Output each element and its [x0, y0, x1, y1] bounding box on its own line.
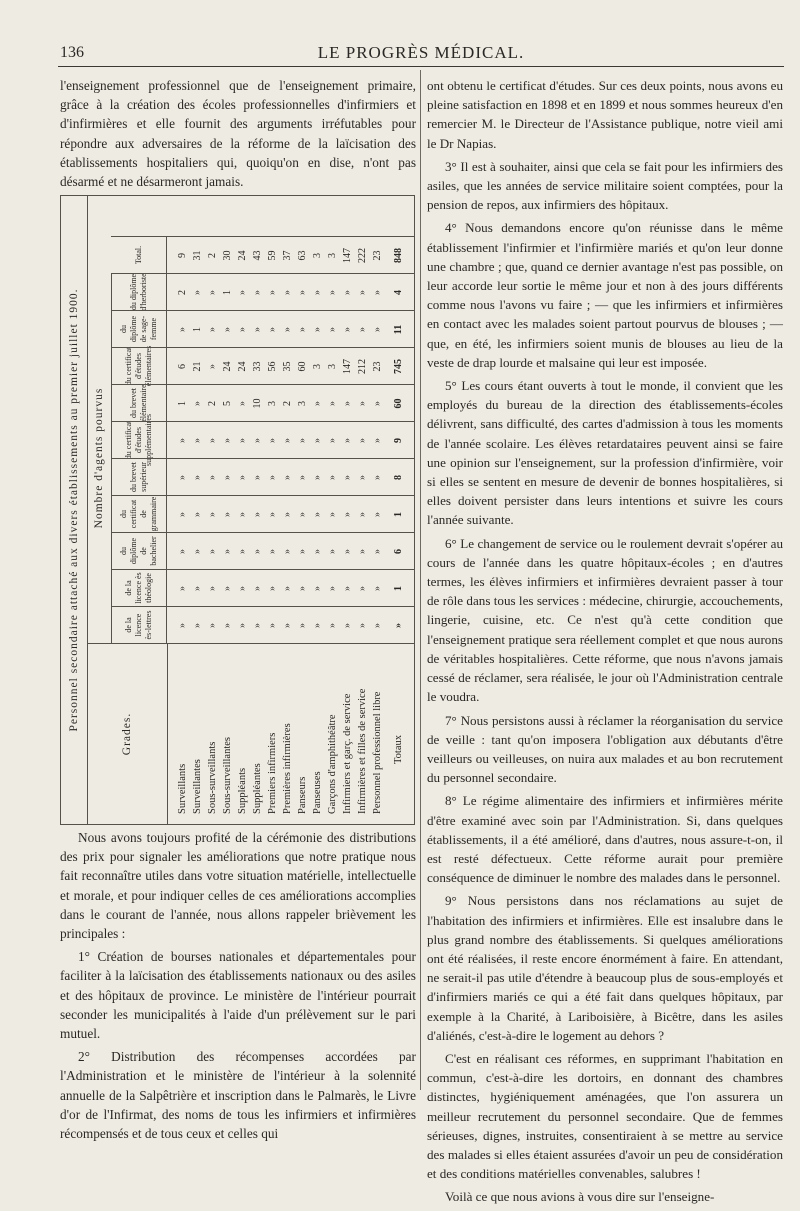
total-cell: 60 [393, 398, 404, 409]
paragraph: 6° Le changement de service ou le roulement devrait s'opérer au cours de l'année dans les quatre hôpitaux-écoles ; en d'autres termes, les élèves infirmiers et infirmières devraient passer à tour de rôle dans tous les services : médecine, chirurgie, accouchements, lingerie, cuisine, etc. Ce n'est qu'à cette condition que l'enseignement pratique sera réellement complet et que nous aurons de véritables hospitalières. Cette réforme, que nous n'avons jamais cessé de réclamer, sera réalisée, le jour où l'Administration centrale le voudra. [427, 535, 783, 705]
column-rule [111, 273, 414, 274]
table-cell: 21 [192, 361, 203, 372]
table-cell: » [312, 327, 323, 332]
table-cell: » [177, 438, 188, 443]
table-cell: » [252, 475, 263, 480]
table-cell: » [297, 512, 308, 517]
table-cell: » [252, 438, 263, 443]
table-cell: » [372, 475, 383, 480]
column-header: du diplôme d'herboriste [111, 274, 167, 311]
table-cell: » [237, 512, 248, 517]
table-cell: 35 [282, 361, 293, 372]
table-cell: » [222, 475, 233, 480]
table-cell: » [192, 438, 203, 443]
table-cell: » [312, 586, 323, 591]
column-header: du diplôme de sage-femme [111, 311, 167, 348]
table-cell: » [342, 327, 353, 332]
table-cell: » [237, 549, 248, 554]
table-cell: » [237, 327, 248, 332]
table-cell: 63 [297, 250, 308, 261]
table-cell: » [312, 512, 323, 517]
table-cell: 2 [177, 290, 188, 295]
table-cell: » [312, 623, 323, 628]
table-cell: » [297, 623, 308, 628]
statistics-table-wrapper [60, 195, 415, 825]
paragraph: Nous avons toujours profité de la cérémonie des distributions des prix pour signaler les améliorations que notre pratique nous fait reconnaître utiles dans votre situation matérielle, intellectuelle et morale, et pour indiquer celles de ces améliorations accomplies dans le courant de l'année, nous allons rappeler brièvement les principales : [60, 830, 416, 942]
table-cell: » [372, 623, 383, 628]
table-cell: 23 [372, 250, 383, 261]
table-cell: 222 [357, 248, 368, 263]
table-cell: » [252, 512, 263, 517]
table-cell: 2 [282, 401, 293, 406]
table-cell: » [207, 586, 218, 591]
column-rule [111, 310, 414, 311]
table-cell: » [342, 512, 353, 517]
column-rule [111, 347, 414, 348]
table-cell: » [207, 549, 218, 554]
table-cell: 3 [327, 253, 338, 258]
table-cell: 5 [222, 401, 233, 406]
table-cell: » [372, 401, 383, 406]
table-cell: 24 [237, 250, 248, 261]
table-cell: » [372, 438, 383, 443]
table-cell: » [192, 512, 203, 517]
table-cell: » [282, 290, 293, 295]
column-header: du diplôme de bachelier [111, 533, 167, 570]
total-cell: 4 [393, 290, 404, 295]
table-cell: » [282, 475, 293, 480]
table-cell: » [372, 512, 383, 517]
column-divider [420, 70, 421, 1090]
table-cell: » [312, 290, 323, 295]
table-cell: 3 [327, 364, 338, 369]
table-cell: » [372, 549, 383, 554]
grade-label: Infirmières et filles de service [357, 688, 368, 814]
table-cell: » [312, 475, 323, 480]
grade-label: Panseurs [297, 776, 308, 814]
table-cell: » [327, 586, 338, 591]
table-cell: » [357, 549, 368, 554]
column-header: de la licence ès-lettres [111, 607, 167, 644]
table-cell: » [237, 623, 248, 628]
table-cell: » [342, 549, 353, 554]
table-cell: » [252, 290, 263, 295]
table-cell: » [282, 438, 293, 443]
column-rule [111, 643, 414, 644]
table-cell: » [192, 475, 203, 480]
table-cell: » [177, 586, 188, 591]
total-cell: » [393, 623, 404, 628]
table-cell: » [222, 327, 233, 332]
table-cell: » [297, 586, 308, 591]
paragraph: 8° Le régime alimentaire des infirmiers et infirmières mérite d'être examiné avec soin par l'Administration. Si, dans quelques établissements, il a été amélioré, dans d'autres, nous assure-t-on, il est resté défectueux. Cette réforme aurait pour première conséquence de diminuer le nombre des malades dans le personnel. [427, 793, 783, 886]
column-rule [111, 532, 414, 533]
grade-label: Sous-surveillantes [222, 737, 233, 814]
table-cell: » [267, 438, 278, 443]
table-cell: » [372, 327, 383, 332]
table-cell: » [357, 290, 368, 295]
paragraph: 1° Création de bourses nationales et départementales pour faciliter à la laïcisation des établissements nationaux ou des asiles et des hôpitaux de province. Le ministère de l'intérieur pourrait seconder les municipalités à l'aide d'un prélèvement sur le pari mutuel. [60, 949, 416, 1042]
column-rule [111, 606, 414, 607]
table-cell: 60 [297, 361, 308, 372]
table-cell: » [252, 623, 263, 628]
table-cell: » [342, 438, 353, 443]
grade-label: Sous-surveillants [207, 741, 218, 814]
table-cell: » [177, 327, 188, 332]
table-cell: » [207, 512, 218, 517]
grades-header: Grades. [87, 644, 168, 824]
table-cell: » [237, 586, 248, 591]
table-cell: » [327, 401, 338, 406]
table-cell: » [282, 623, 293, 628]
total-cell: 848 [393, 248, 404, 263]
table-cell: » [267, 549, 278, 554]
table-title: Personnel secondaire attaché aux divers établissements au premier juillet 1900. [61, 196, 88, 824]
table-cell: » [177, 549, 188, 554]
paragraph: 7° Nous persistons aussi à réclamer la réorganisation du service de veille : tant qu'on imposera l'obligation aux débutants d'être veilleurs ou veilleuses, on nuira aux malades et au bon recrutement du personnel secondaire. [427, 712, 783, 786]
table-cell: » [177, 475, 188, 480]
total-cell: 11 [393, 324, 404, 335]
table-cell: » [267, 475, 278, 480]
total-cell: 1 [393, 512, 404, 517]
table-cell: 43 [252, 250, 263, 261]
table-cell: 147 [342, 248, 353, 263]
table-cell: » [282, 327, 293, 332]
table-cell: » [327, 475, 338, 480]
column-rule [111, 236, 414, 237]
column-header: du brevet élémentaire [111, 385, 167, 422]
grade-label: Personnel professionnel libre [372, 691, 383, 814]
table-cell: » [357, 512, 368, 517]
table-cell: » [327, 623, 338, 628]
table-cell: » [267, 586, 278, 591]
table-cell: » [222, 438, 233, 443]
left-column-bottom [60, 828, 416, 1147]
table-cell: » [312, 549, 323, 554]
table-cell: » [342, 290, 353, 295]
table-cell: » [357, 327, 368, 332]
column-header: du certificat d'études élémentaires [111, 348, 167, 385]
column-header: de la licence ès théologie [111, 570, 167, 607]
table-cell: 3 [297, 401, 308, 406]
page-number: 136 [60, 44, 84, 61]
table-cell: 33 [252, 361, 263, 372]
total-cell: 1 [393, 586, 404, 591]
table-cell: » [312, 401, 323, 406]
table-cell: » [237, 438, 248, 443]
table-cell: » [207, 327, 218, 332]
table-cell: » [237, 475, 248, 480]
paragraph: ont obtenu le certificat d'études. Sur ces deux points, nous avons eu pleine satisfaction en 1898 et en 1899 et nous sommes heureux d'en remercier M. le Directeur de l'Assistance publique, notre vieil ami le Dr Napias. [427, 78, 783, 151]
table-cell: » [372, 586, 383, 591]
table-cell: » [357, 475, 368, 480]
table-cell: » [192, 549, 203, 554]
table-cell: » [357, 438, 368, 443]
table-cell: 2 [207, 401, 218, 406]
table-cell: » [267, 623, 278, 628]
grade-label: Premières infirmières [282, 723, 293, 814]
table-cell: » [327, 438, 338, 443]
table-cell: » [207, 623, 218, 628]
table-cell: » [207, 475, 218, 480]
grade-label: Suppléants [237, 767, 248, 814]
paragraph: C'est en réalisant ces réformes, en supprimant l'habitation en commun, c'est-à-dire les dortoirs, en donnant des chambres distinctes, hygiéniquement aménagées, que l'on assurera un meilleur recrutement du personnel secondaire. Que de femmes sérieuses, dignes, instruites, consentiraient à se mettre au service des malades si elles étaient assurées d'avoir un peu de considération et des conditions matérielles convenables, salubres ! [427, 1050, 783, 1182]
table-cell: » [267, 290, 278, 295]
table-cell: » [342, 475, 353, 480]
table-cell: 37 [282, 250, 293, 261]
table-cell: » [342, 623, 353, 628]
table-cell: » [237, 401, 248, 406]
paragraph: 2° Distribution des récompenses accordées par l'Administration et le ministère de l'intérieur à la solennité annuelle de la Salpêtrière et inscription dans le Palmarès, le Livre d'or de l'Infirmat, des noms de tous les infirmiers et infirmières récompensés et de tous ceux et celles qui [60, 1049, 416, 1142]
table-cell: 3 [312, 364, 323, 369]
column-header: du brevet supérieur [111, 459, 167, 496]
table-cell: » [192, 586, 203, 591]
table-cell: 3 [312, 253, 323, 258]
table-cell: » [372, 290, 383, 295]
grade-label: Infirmiers et garç. de service [342, 693, 353, 814]
table-cell: 212 [357, 359, 368, 374]
table-cell: 59 [267, 250, 278, 261]
paragraph: 4° Nous demandons encore qu'on réunisse dans le même établissement l'infirmier et l'infirmière mariés et qu'on leur donne une chambre ; que, quand ce dernier avantage n'est pas possible, on leur accorde leur sortie le même jour et non à des jours différents comme nous l'avons vu faire ; — que les infirmiers et infirmières en contact avec les malades soient partout pourvus de blouses ; — que, en été, les infirmiers soient munis de blouses au lieu de la veste de drap lourde et malsaine qui leur est imposée. [427, 220, 783, 370]
table-cell: 56 [267, 361, 278, 372]
table-cell: » [312, 438, 323, 443]
table-cell: » [177, 623, 188, 628]
table-cell: » [357, 401, 368, 406]
table-cell: 9 [177, 253, 188, 258]
grade-label: Suppléantes [252, 763, 263, 814]
table-cell: » [192, 623, 203, 628]
table-cell: 10 [252, 398, 263, 409]
table-cell: » [297, 475, 308, 480]
paragraph: Voilà ce que nous avions à vous dire sur l'enseigne- [445, 1189, 715, 1205]
total-cell: 745 [393, 359, 404, 374]
table-cell: 147 [342, 359, 353, 374]
table-cell: » [222, 549, 233, 554]
table-cell: » [282, 586, 293, 591]
table-cell: » [192, 401, 203, 406]
paragraph: l'enseignement professionnel que de l'enseignement primaire, grâce à la création des écoles professionnelles d'infirmiers et d'infirmières et elle fournit des arguments irréfutables pour répondre aux adversaires de la réforme de la laïcisation des établissements hospitaliers qui, quoiqu'on en dise, n'ont pas désarmé et ne désarmeront jamais. [60, 78, 416, 190]
column-rule [111, 458, 414, 459]
total-cell: 6 [393, 549, 404, 554]
column-rule [111, 569, 414, 570]
table-cell: » [207, 364, 218, 369]
table-cell: 31 [192, 250, 203, 261]
table-cell: » [252, 327, 263, 332]
table-cell: 23 [372, 361, 383, 372]
table-cell: » [282, 512, 293, 517]
table-cell: » [222, 512, 233, 517]
grade-label: Panseuses [312, 771, 323, 814]
column-header: du certificat d'études supplémentaires [111, 422, 167, 459]
running-header [58, 42, 784, 67]
table-cell: » [327, 549, 338, 554]
table-cell: » [357, 586, 368, 591]
table-cell: » [297, 290, 308, 295]
table-cell: 24 [237, 361, 248, 372]
table-cell: 30 [222, 250, 233, 261]
table-cell: » [222, 586, 233, 591]
table-cell: » [237, 290, 248, 295]
table-cell: » [297, 327, 308, 332]
column-header: du certificat de grammaire [111, 496, 167, 533]
statistics-table [60, 195, 415, 825]
table-cell: 6 [177, 364, 188, 369]
table-cell: 2 [207, 253, 218, 258]
total-cell: 8 [393, 475, 404, 480]
right-column [427, 76, 783, 1211]
table-cell: » [207, 438, 218, 443]
table-cell: 1 [222, 290, 233, 295]
journal-title: LE PROGRÈS MÉDICAL. [317, 43, 525, 62]
grade-label: Premiers infirmiers [267, 732, 278, 814]
table-cell: 1 [177, 401, 188, 406]
grade-label: Garçons d'amphithéâtre [327, 714, 338, 814]
table-cell: » [267, 327, 278, 332]
table-cell: 1 [192, 327, 203, 332]
totals-label: Totaux [393, 734, 404, 764]
total-cell: 9 [393, 438, 404, 443]
paragraph: 9° Nous persistons dans nos réclamations au sujet de l'habitation des infirmiers et infirmières. Elle est insalubre dans le plus grand nombre des établissements. Si quelques améliorations ont été réalisées, il reste encore énormément à faire. En attendant, ne serait-il pas utile d'étendre à beaucoup plus de sous-employés et d'infirmiers mariés ce qui a été fait dans quelques hôpitaux, par exemple à la Charité, à Lariboisière, à Bicêtre, dans les asiles d'aliénés, c'est-à-dire le logement au dehors ? [427, 893, 783, 1043]
group-header: Nombre d'agents pourvus [87, 273, 112, 644]
table-cell: » [342, 586, 353, 591]
table-cell: » [327, 512, 338, 517]
grade-label: Surveillantes [192, 759, 203, 814]
grade-label: Surveillants [177, 763, 188, 814]
column-rule [111, 421, 414, 422]
left-column-top [60, 76, 416, 195]
table-cell: » [207, 290, 218, 295]
table-cell: 24 [222, 361, 233, 372]
table-cell: » [252, 586, 263, 591]
table-cell: » [282, 549, 293, 554]
paragraph: 5° Les cours étant ouverts à tout le monde, il convient que les employés du bureau de la direction des établissements-écoles délivrent, sans difficulté, des cartes d'admission à tous les moments de l'année scolaire. Les élèves retardataires peuvent ainsi se faire une opinion sur l'enseignement, sur la profession d'infirmière, voir si elles se sentent en mesure de devenir de bonnes hospitalières, si elles doivent persister dans leurs intentions et suivre les cours l'année suivante. [427, 378, 783, 528]
table-cell: 3 [267, 401, 278, 406]
table-cell: » [177, 512, 188, 517]
column-header: Total. [111, 237, 167, 274]
column-rule [111, 384, 414, 385]
column-rule [111, 495, 414, 496]
paragraph: 3° Il est à souhaiter, ainsi que cela se fait pour les infirmiers des asiles, que les années de service militaire soient comptées, pour la pension de repos, aux infirmiers des hôpitaux. [427, 158, 783, 213]
table-cell: » [327, 290, 338, 295]
table-cell: » [192, 290, 203, 295]
table-cell: » [222, 623, 233, 628]
table-cell: » [297, 438, 308, 443]
table-cell: » [297, 549, 308, 554]
table-cell: » [342, 401, 353, 406]
table-cell: » [267, 512, 278, 517]
table-cell: » [357, 623, 368, 628]
table-cell: » [327, 327, 338, 332]
table-cell: » [252, 549, 263, 554]
